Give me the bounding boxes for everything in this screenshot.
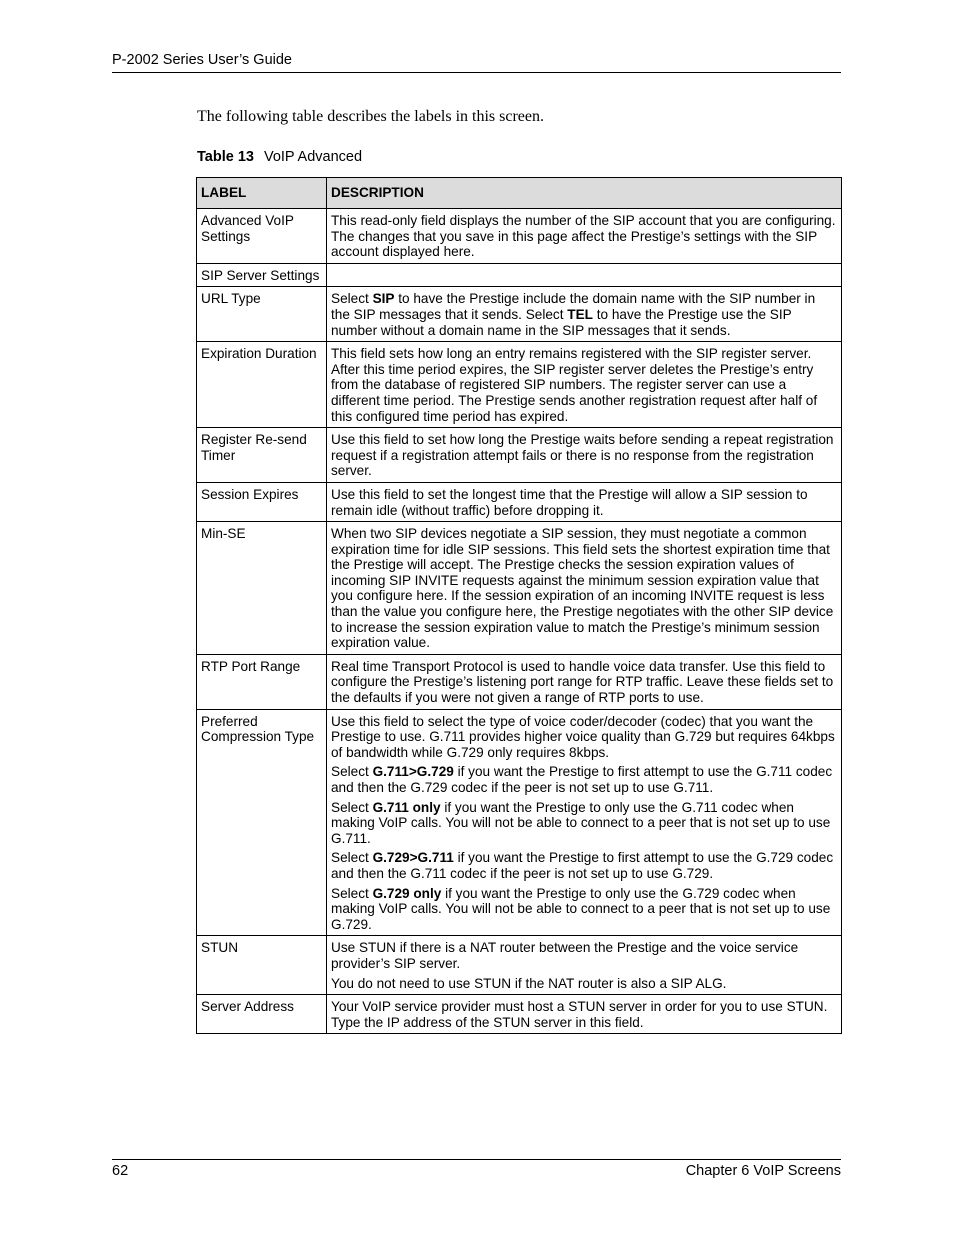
row-label: Register Re-send Timer: [197, 428, 327, 483]
description-paragraph: [331, 764, 837, 795]
option-name: SIP: [372, 291, 395, 307]
table-number: Table 13: [197, 149, 254, 165]
description-paragraph: [331, 886, 837, 933]
description-text: Use this field to select the type of voice coder/decoder (codec) that you want the Prestige to use. G.711 provides higher voice quality than G.729 but requires 64kbps of bandwidth while G.729 only requires 8kbps.: [331, 713, 835, 760]
row-label: SIP Server Settings: [197, 263, 327, 287]
option-name: G.729>G.711: [372, 850, 454, 866]
description-paragraph: [331, 800, 837, 847]
guide-title: P-2002 Series User’s Guide: [112, 52, 292, 68]
page-footer: [112, 1159, 841, 1179]
row-description: [327, 936, 842, 995]
description-text: if you want the Prestige to only use the G.711 codec when making VoIP calls. You will not be able to connect to a peer that is not set up to use G.711.: [331, 799, 831, 846]
description-paragraph: [331, 714, 837, 761]
description-text: This read-only field displays the number of the SIP account that you are configuring. The changes that you save in this page affect the Prestige’s settings with the SIP account displayed here.: [331, 213, 836, 260]
table-row: [197, 522, 842, 655]
option-name: G.711>G.729: [372, 764, 454, 780]
description-text: Select: [331, 885, 373, 901]
description-paragraph: [331, 432, 837, 479]
row-description: [327, 709, 842, 936]
row-label: STUN: [197, 936, 327, 995]
description-text: When two SIP devices negotiate a SIP session, they must negotiate a common expiration time for idle SIP sessions. This field sets the shortest expiration time that the Prestige will accept. The Prestige checks the session expiration values of incoming SIP INVITE requests against the minimum session expiration value that you configure here. If the session expiration of an incoming INVITE request is less than the value you configure here, the Prestige negotiates with the other SIP device to increase the session expiration value to match the Prestige’s minimum session expiration value.: [331, 526, 834, 651]
description-text: to have the Prestige include the domain name with the SIP number in the SIP messages that it sends. Select: [331, 291, 816, 322]
row-label: Min-SE: [197, 522, 327, 655]
description-paragraph: [331, 291, 837, 338]
description-paragraph: [331, 526, 837, 651]
row-description: [327, 263, 842, 287]
row-description: [327, 428, 842, 483]
description-text: if you want the Prestige to first attempt to use the G.711 codec and then the G.729 codec if the peer is not set up to use G.711.: [331, 764, 833, 795]
intro-text: The following table describes the labels in this screen.: [197, 108, 545, 125]
description-paragraph: [331, 346, 837, 424]
row-label: URL Type: [197, 287, 327, 342]
description-text: This field sets how long an entry remains registered with the SIP register server. After this time period expires, the SIP register server deletes the Prestige’s entry from the database of registered SIP numbers. The register server can use a different time period. The Prestige sends another registration request after half of this configured time period has expired.: [331, 346, 818, 424]
description-text: if you want the Prestige to only use the G.729 codec when making VoIP calls. You will not be able to connect to a peer that is not set up to use G.729.: [331, 885, 831, 932]
table-header-row: [197, 178, 842, 209]
table-row: [197, 482, 842, 521]
row-description: [327, 995, 842, 1034]
description-text: Select: [331, 850, 373, 866]
table-row: [197, 654, 842, 709]
description-text: Select: [331, 799, 373, 815]
table-title: VoIP Advanced: [263, 149, 363, 165]
option-name: G.711 only: [372, 799, 441, 815]
row-description: [327, 654, 842, 709]
description-column-header: DESCRIPTION: [327, 178, 842, 209]
table-caption: [197, 149, 362, 165]
table-row: [197, 428, 842, 483]
description-text: Real time Transport Protocol is used to handle voice data transfer. Use this field to configure the Prestige’s listening port range for RTP traffic. Leave these fields set to the defaults if you were not given a range of RTP ports to use.: [331, 658, 834, 706]
description-text: to have the Prestige use the SIP number without a domain name in the SIP messages that it sends.: [331, 306, 792, 338]
description-paragraph: [331, 487, 837, 518]
row-description: [327, 209, 842, 264]
row-label: Advanced VoIP Settings: [197, 209, 327, 264]
row-description: [327, 342, 842, 428]
description-paragraph: [331, 999, 837, 1030]
description-text: Use STUN if there is a NAT router between the Prestige and the voice service provider’s SIP server.: [331, 940, 799, 971]
description-paragraph: [331, 976, 837, 992]
description-text: if you want the Prestige to first attempt to use the G.729 codec and then the G.711 codec if the peer is not set up to use G.729.: [331, 850, 834, 881]
row-label: Expiration Duration: [197, 342, 327, 428]
row-label: Preferred Compression Type: [197, 709, 327, 936]
row-description: [327, 287, 842, 342]
table-row: [197, 936, 842, 995]
page-number: 62: [112, 1163, 129, 1179]
description-paragraph: [331, 850, 837, 881]
table-row: [197, 287, 842, 342]
page-header: [112, 52, 841, 73]
voip-advanced-table: [196, 177, 842, 1034]
table-row: [197, 209, 842, 264]
table-row: [197, 709, 842, 936]
description-paragraph: [331, 940, 837, 971]
description-text: Use this field to set how long the Prestige waits before sending a repeat registration request if a registration attempt fails or there is no response from the registration server.: [331, 432, 834, 479]
table-row: [197, 263, 842, 287]
table-row: [197, 995, 842, 1034]
row-label: Server Address: [197, 995, 327, 1034]
row-label: Session Expires: [197, 482, 327, 521]
label-column-header: LABEL: [197, 178, 327, 209]
option-name: TEL: [567, 306, 593, 322]
description-text: You do not need to use STUN if the NAT router is also a SIP ALG.: [331, 975, 727, 991]
description-text: Select: [331, 291, 373, 307]
description-text: Use this field to set the longest time that the Prestige will allow a SIP session to remain idle (without traffic) before dropping it.: [331, 486, 808, 518]
description-paragraph: [331, 659, 837, 706]
chapter-title: Chapter 6 VoIP Screens: [685, 1163, 841, 1179]
row-description: [327, 522, 842, 655]
description-paragraph: [331, 213, 837, 260]
row-label: RTP Port Range: [197, 654, 327, 709]
description-text: Select: [331, 764, 373, 780]
table-row: [197, 342, 842, 428]
option-name: G.729 only: [372, 885, 442, 901]
description-text: Your VoIP service provider must host a STUN server in order for you to use STUN. Type the IP address of the STUN server in this field.: [331, 999, 828, 1030]
row-description: [327, 482, 842, 521]
